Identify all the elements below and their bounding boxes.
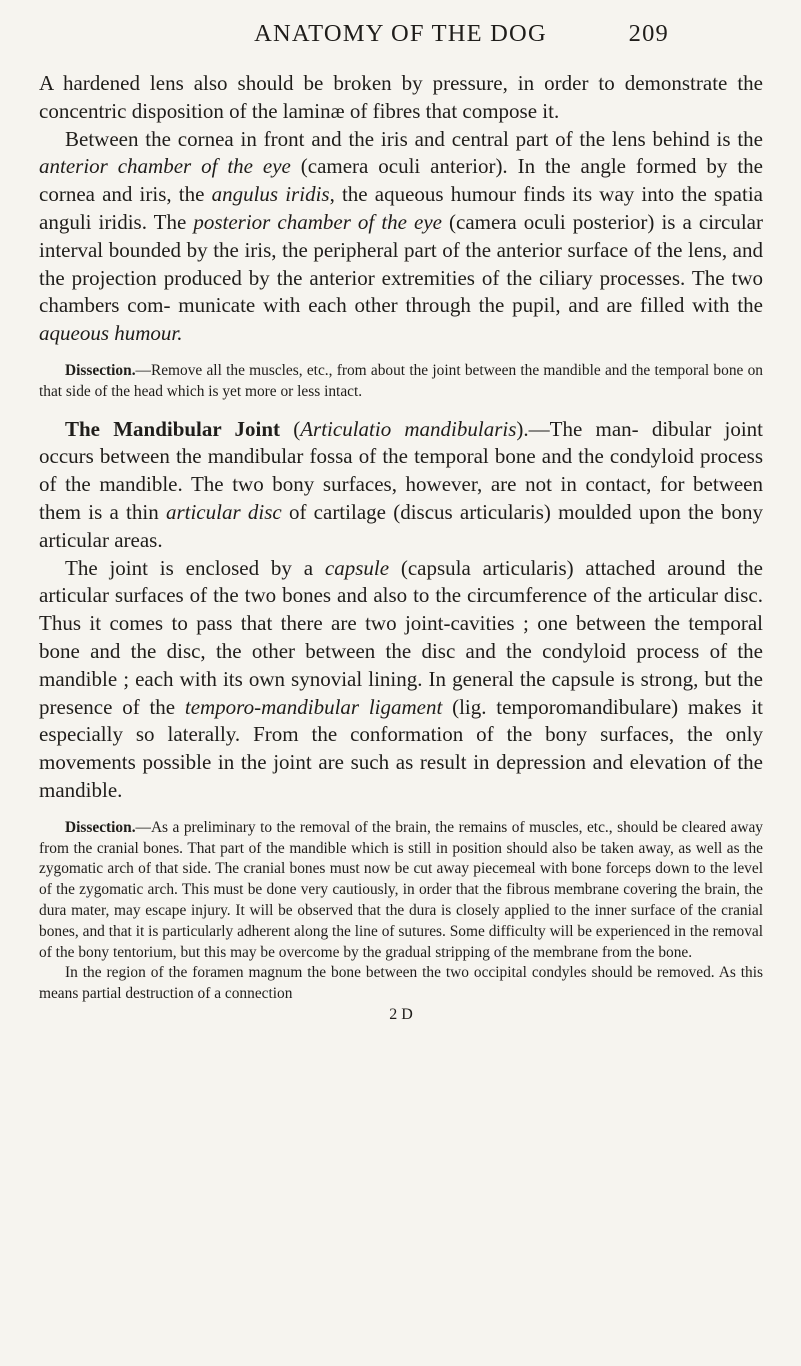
- text-run: of cartilage (discus articularis) moulded upon the bony articular areas.: [39, 499, 763, 552]
- dissection-label: Dissection.: [65, 818, 136, 836]
- text-run: (: [280, 416, 301, 441]
- paragraph-chambers: [39, 126, 763, 348]
- paragraph-capsule: [39, 555, 763, 805]
- text-run: ).—The man- dibular joint occurs between the mandibular fossa of the temporal bone and the condyloid process of the mandible. The two bony surfaces, however, are not in contact, for between them is a thin: [39, 416, 763, 524]
- text-run: Between the cornea in front and the iris and central part of the lens behind is the: [65, 126, 763, 151]
- page-number: 209: [628, 20, 669, 47]
- term-temporo-mandibular-ligament: temporo-mandibular ligament: [184, 694, 443, 719]
- term-capsule: capsule: [324, 555, 390, 580]
- dissection-note-brain: [39, 818, 763, 964]
- dissection-text: —Remove all the muscles, etc., from about the joint between the mandible and the temporal bone on that side of the head which is yet more or less intact.: [39, 361, 763, 400]
- page-header: [0, 20, 801, 52]
- text-run: (capsula articularis) attached around the articular surfaces of the two bones and also to the circumference of the articular disc. Thus it comes to pass that there are two joint-cavities ; one between the temporal bone and the disc, the other between the disc and the condyloid process of the mandible ; each with its own synovial lining. In general the capsule is strong, but the presence of the: [39, 555, 763, 719]
- term-aqueous-humour: aqueous humour.: [39, 321, 183, 346]
- text-run: (camera oculi posterior) is a circular interval bounded by the iris, the peripheral part of the anterior surface of the lens, and the projection produced by the anterior extremities of the ciliary processes. The two chambers com- municate with each other through the pupil, and are filled with the: [39, 209, 763, 318]
- term-anterior-chamber: anterior chamber of the eye: [39, 154, 291, 179]
- paragraph-lens: [39, 70, 763, 126]
- dissection-text: —As a preliminary to the removal of the brain, the remains of muscles, etc., should be cleared away from the cranial bones. That part of the mandible which is still in position should also be taken away, as well as the zygomatic arch of that side. The cranial bones must now be cut away piecemeal with bone forceps down to the level of the zygomatic arch. This must be done very cautiously, in order that the fibrous membrane covering the brain, the dura mater, may escape injury. It will be observed that the dura is closely applied to the inner surface of the cranial bones, and that it is particularly adherent along the line of sutures. Some difficulty will be experienced in the removal of the bony tentorium, but this may be overcome by the gradual stripping of the membrane from the bone.: [39, 818, 763, 961]
- dissection-label: Dissection.: [65, 361, 136, 379]
- paragraph-text: A hardened lens also should be broken by pressure, in order to demonstrate the concentric disposition of the laminæ of fibres that compose it.: [39, 71, 763, 123]
- text-run: , the aqueous humour finds its way into the spatia anguli iridis. The: [39, 182, 763, 234]
- text-run: (camera oculi anterior). In the angle formed by the cornea and iris, the: [39, 154, 763, 207]
- text-run: (lig. temporomandibulare) makes it especially so laterally. From the conformation of the bony surfaces, the only movements possible in the joint are such as result in depression and elevation of the mandible.: [39, 694, 763, 802]
- section-heading: The Mandibular Joint: [65, 416, 281, 441]
- term-articular-disc: articular disc: [165, 499, 282, 524]
- signature-mark: 2 D: [389, 1005, 413, 1023]
- running-title: ANATOMY OF THE DOG: [254, 20, 547, 47]
- dissection-note-foramen: [39, 963, 763, 1005]
- text-run: The joint is enclosed by a: [65, 555, 325, 580]
- page-body: [39, 70, 763, 1025]
- term-posterior-chamber: posterior chamber of the eye: [193, 209, 442, 234]
- dissection-note-joint: [39, 361, 763, 403]
- term-articulatio-mandibularis: Articulatio mandibularis: [300, 416, 517, 441]
- term-angulus-iridis: angulus iridis: [211, 182, 330, 207]
- paragraph-mandibular-joint: [39, 416, 763, 555]
- dissection-text: In the region of the foramen magnum the bone between the two occipital condyles should be removed. As this means partial destruction of a connection: [39, 964, 763, 1003]
